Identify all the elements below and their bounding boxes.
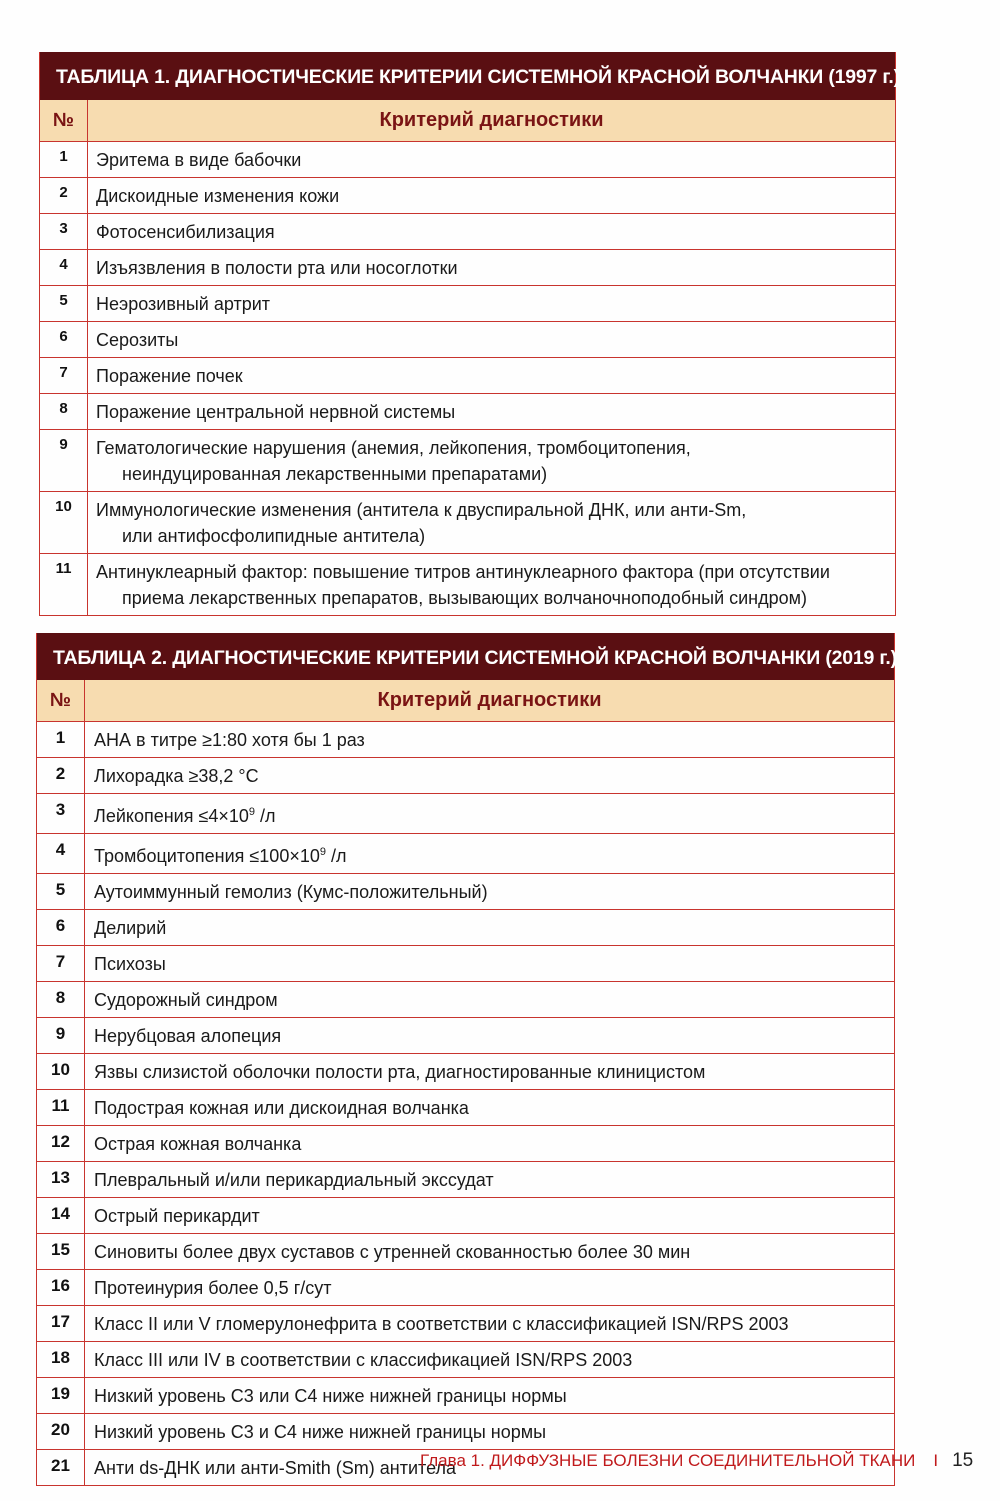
criterion-text-main: Фотосенсибилизация	[96, 222, 275, 242]
row-number: 4	[40, 250, 88, 285]
criterion-text	[94, 1347, 894, 1373]
table-row	[40, 214, 895, 250]
column-header-number: №	[40, 100, 88, 141]
footer-separator: I	[933, 1451, 939, 1470]
criterion-cell	[88, 286, 895, 321]
row-number: 8	[40, 394, 88, 429]
criterion-cell	[85, 834, 894, 873]
criterion-cell	[85, 1090, 894, 1125]
criterion-cell	[85, 758, 894, 793]
row-number: 1	[37, 722, 85, 757]
criterion-text-main: Нерубцовая алопеция	[94, 1026, 282, 1046]
row-number: 7	[37, 946, 85, 981]
criterion-text	[96, 255, 895, 281]
table-row	[40, 142, 895, 178]
criterion-text-main: Эритема в виде бабочки	[96, 150, 302, 170]
criterion-cell	[85, 946, 894, 981]
criterion-text	[96, 435, 895, 461]
row-number: 13	[37, 1162, 85, 1197]
table-row	[37, 834, 894, 874]
row-number: 2	[37, 758, 85, 793]
row-number: 4	[37, 834, 85, 873]
criterion-text	[94, 799, 894, 829]
table-row	[40, 358, 895, 394]
criterion-text	[94, 1095, 894, 1121]
criterion-text-continued: или антифосфолипидные антитела)	[122, 526, 426, 546]
row-number: 5	[40, 286, 88, 321]
criterion-text-main: Гематологические нарушения (анемия, лейкопения, тромбоцитопения,	[96, 438, 691, 458]
table-title: ТАБЛИЦА 1. ДИАГНОСТИЧЕСКИЕ КРИТЕРИИ СИСТЕМНОЙ КРАСНОЙ ВОЛЧАНКИ (1997 г.)	[40, 52, 895, 100]
superscript-exponent: 9	[248, 806, 256, 818]
criterion-text-main: Аутоиммунный гемолиз (Кумс-положительный)	[94, 882, 488, 902]
criterion-text	[94, 1203, 894, 1229]
criterion-text	[96, 147, 895, 173]
table-row	[37, 722, 894, 758]
table-row	[40, 394, 895, 430]
criterion-cell	[85, 1126, 894, 1161]
criterion-text-main: Низкий уровень С3 или С4 ниже нижней границы нормы	[94, 1386, 567, 1406]
column-header-criterion: Критерий диагностики	[379, 109, 604, 131]
criterion-text-main: Подострая кожная или дискоидная волчанка	[94, 1098, 469, 1118]
table-row	[37, 1342, 894, 1378]
table-row	[37, 982, 894, 1018]
criterion-text-main: Тромбоцитопения ≤100×10	[94, 846, 320, 866]
criterion-text	[94, 727, 894, 753]
criterion-text-main: Лейкопения ≤4×10	[94, 806, 249, 826]
criterion-text	[96, 219, 895, 245]
criterion-cell	[85, 910, 894, 945]
criterion-cell	[88, 214, 895, 249]
criterion-cell	[88, 554, 895, 615]
criterion-text-main: Поражение почек	[96, 366, 243, 386]
criterion-text-main: Иммунологические изменения (антитела к двуспиральной ДНК, или анти-Sm,	[96, 500, 747, 520]
criterion-cell	[88, 492, 895, 553]
row-number: 20	[37, 1414, 85, 1449]
table-body	[40, 142, 895, 615]
criterion-text-unit: /л	[326, 846, 347, 866]
criterion-cell	[88, 178, 895, 213]
criterion-cell	[85, 1306, 894, 1341]
table-row	[40, 286, 895, 322]
row-number: 19	[37, 1378, 85, 1413]
row-number: 16	[37, 1270, 85, 1305]
criterion-cell	[85, 1342, 894, 1377]
table-row	[40, 178, 895, 214]
table-row	[37, 1270, 894, 1306]
page-footer	[420, 1450, 973, 1472]
criterion-text-main: Острый перикардит	[94, 1206, 260, 1226]
criterion-text	[94, 1239, 894, 1265]
criterion-text	[96, 183, 895, 209]
row-number: 3	[40, 214, 88, 249]
criterion-text-main: Класс II или V гломерулонефрита в соответствии с классификацией ISN/RPS 2003	[94, 1314, 789, 1334]
table-header	[40, 100, 895, 142]
criterion-text-main: Плевральный и/или перикардиальный экссудат	[94, 1170, 494, 1190]
table-row	[40, 430, 895, 492]
criterion-cell	[85, 1198, 894, 1233]
table-row	[37, 1090, 894, 1126]
criterion-text	[94, 1419, 894, 1445]
criterion-text-continued: неиндуцированная лекарственными препаратами)	[122, 464, 548, 484]
criterion-text	[96, 497, 895, 523]
table-row	[37, 1378, 894, 1414]
table-body	[37, 722, 894, 1485]
criterion-text-main: Психозы	[94, 954, 166, 974]
criterion-cell	[85, 1378, 894, 1413]
row-number: 14	[37, 1198, 85, 1233]
criterion-text-main: Поражение центральной нервной системы	[96, 402, 456, 422]
table-1997-criteria	[39, 52, 900, 616]
row-number: 9	[40, 430, 88, 491]
criterion-text-main: Класс III или IV в соответствии с классификацией ISN/RPS 2003	[94, 1350, 633, 1370]
criterion-text	[94, 1059, 894, 1085]
row-number: 8	[37, 982, 85, 1017]
criterion-text-main: Изъязвления в полости рта или носоглотки	[96, 258, 458, 278]
criterion-text	[94, 763, 894, 789]
criterion-cell	[88, 394, 895, 429]
table-title: ТАБЛИЦА 2. ДИАГНОСТИЧЕСКИЕ КРИТЕРИИ СИСТЕМНОЙ КРАСНОЙ ВОЛЧАНКИ (2019 г.)	[37, 633, 894, 680]
table-row	[37, 1054, 894, 1090]
table-row	[37, 910, 894, 946]
table-row	[40, 554, 895, 615]
criterion-cell	[85, 1054, 894, 1089]
criterion-text	[94, 1311, 894, 1337]
criterion-text-main: Антинуклеарный фактор: повышение титров антинуклеарного фактора (при отсутствии	[96, 562, 830, 582]
table-row	[37, 946, 894, 982]
criterion-text-main: Лихорадка ≥38,2 °С	[94, 766, 259, 786]
criterion-cell	[88, 142, 895, 177]
chapter-title: Глава 1. ДИФФУЗНЫЕ БОЛЕЗНИ СОЕДИНИТЕЛЬНОЙ ТКАНИ	[420, 1451, 916, 1470]
criterion-text-main: Судорожный синдром	[94, 990, 278, 1010]
table-row	[37, 1306, 894, 1342]
row-number: 5	[37, 874, 85, 909]
criterion-text	[96, 327, 895, 353]
table-row	[37, 1234, 894, 1270]
table-row	[37, 1414, 894, 1450]
criterion-text	[94, 1167, 894, 1193]
row-number: 7	[40, 358, 88, 393]
criterion-text-main: Острая кожная волчанка	[94, 1134, 302, 1154]
criterion-text	[94, 1131, 894, 1157]
criterion-cell	[88, 250, 895, 285]
criterion-text-main: Делирий	[94, 918, 167, 938]
superscript-exponent: 9	[319, 846, 326, 858]
table-row	[40, 250, 895, 286]
criterion-text-main: Дискоидные изменения кожи	[96, 186, 340, 206]
row-number: 15	[37, 1234, 85, 1269]
criterion-text-main: Язвы слизистой оболочки полости рта, диагностированные клиницистом	[94, 1062, 706, 1082]
criterion-text	[94, 1023, 894, 1049]
criterion-text	[94, 915, 894, 941]
criterion-text-continued: приема лекарственных препаратов, вызывающих волчаночноподобный синдром)	[122, 588, 808, 608]
row-number: 3	[37, 794, 85, 833]
table-row	[40, 322, 895, 358]
row-number: 11	[40, 554, 88, 615]
criterion-text	[94, 879, 894, 905]
criterion-cell	[85, 1270, 894, 1305]
criterion-cell	[85, 1234, 894, 1269]
table-header	[37, 680, 894, 722]
criterion-cell	[85, 722, 894, 757]
row-number: 6	[40, 322, 88, 357]
column-header-criterion: Критерий диагностики	[377, 689, 602, 711]
criterion-cell	[85, 794, 894, 833]
criterion-text-main: АНА в титре ≥1:80 хотя бы 1 раз	[94, 730, 365, 750]
table-row	[37, 874, 894, 910]
criterion-text	[96, 291, 895, 317]
row-number: 18	[37, 1342, 85, 1377]
row-number: 12	[37, 1126, 85, 1161]
criterion-text	[96, 399, 895, 425]
table-row	[40, 492, 895, 554]
row-number: 17	[37, 1306, 85, 1341]
criterion-text	[94, 987, 894, 1013]
row-number: 6	[37, 910, 85, 945]
criterion-cell	[88, 430, 895, 491]
criterion-text-main: Анти ds-ДНК или анти-Smith (Sm) антитела	[94, 1458, 457, 1478]
table-row	[37, 758, 894, 794]
criterion-text	[94, 1383, 894, 1409]
criterion-cell	[85, 1414, 894, 1449]
page-number: 15	[952, 1450, 974, 1471]
criterion-cell	[85, 1018, 894, 1053]
criterion-cell	[85, 1162, 894, 1197]
row-number: 1	[40, 142, 88, 177]
table-row	[37, 1018, 894, 1054]
criterion-text	[96, 363, 895, 389]
row-number: 9	[37, 1018, 85, 1053]
row-number: 2	[40, 178, 88, 213]
criterion-text	[94, 951, 894, 977]
column-header-number: №	[37, 680, 85, 721]
criterion-cell	[88, 358, 895, 393]
row-number: 10	[37, 1054, 85, 1089]
criterion-text-main: Протеинурия более 0,5 г/сут	[94, 1278, 332, 1298]
criterion-cell	[85, 874, 894, 909]
row-number: 21	[37, 1450, 85, 1485]
table-row	[37, 1198, 894, 1234]
criterion-text-main: Неэрозивный артрит	[96, 294, 270, 314]
criterion-cell	[85, 982, 894, 1017]
table-2019-criteria	[36, 633, 895, 1486]
criterion-text-main: Синовиты более двух суставов с утренней скованностью более 30 мин	[94, 1242, 691, 1262]
table-row	[37, 1126, 894, 1162]
row-number: 11	[37, 1090, 85, 1125]
criterion-text-main: Серозиты	[96, 330, 179, 350]
criterion-text-main: Низкий уровень С3 и С4 ниже нижней границы нормы	[94, 1422, 547, 1442]
criterion-text-unit: /л	[255, 806, 276, 826]
table-row	[37, 794, 894, 834]
criterion-cell	[88, 322, 895, 357]
criterion-text	[94, 839, 894, 869]
criterion-text	[96, 559, 895, 585]
criterion-text	[94, 1275, 894, 1301]
row-number: 10	[40, 492, 88, 553]
table-row	[37, 1162, 894, 1198]
